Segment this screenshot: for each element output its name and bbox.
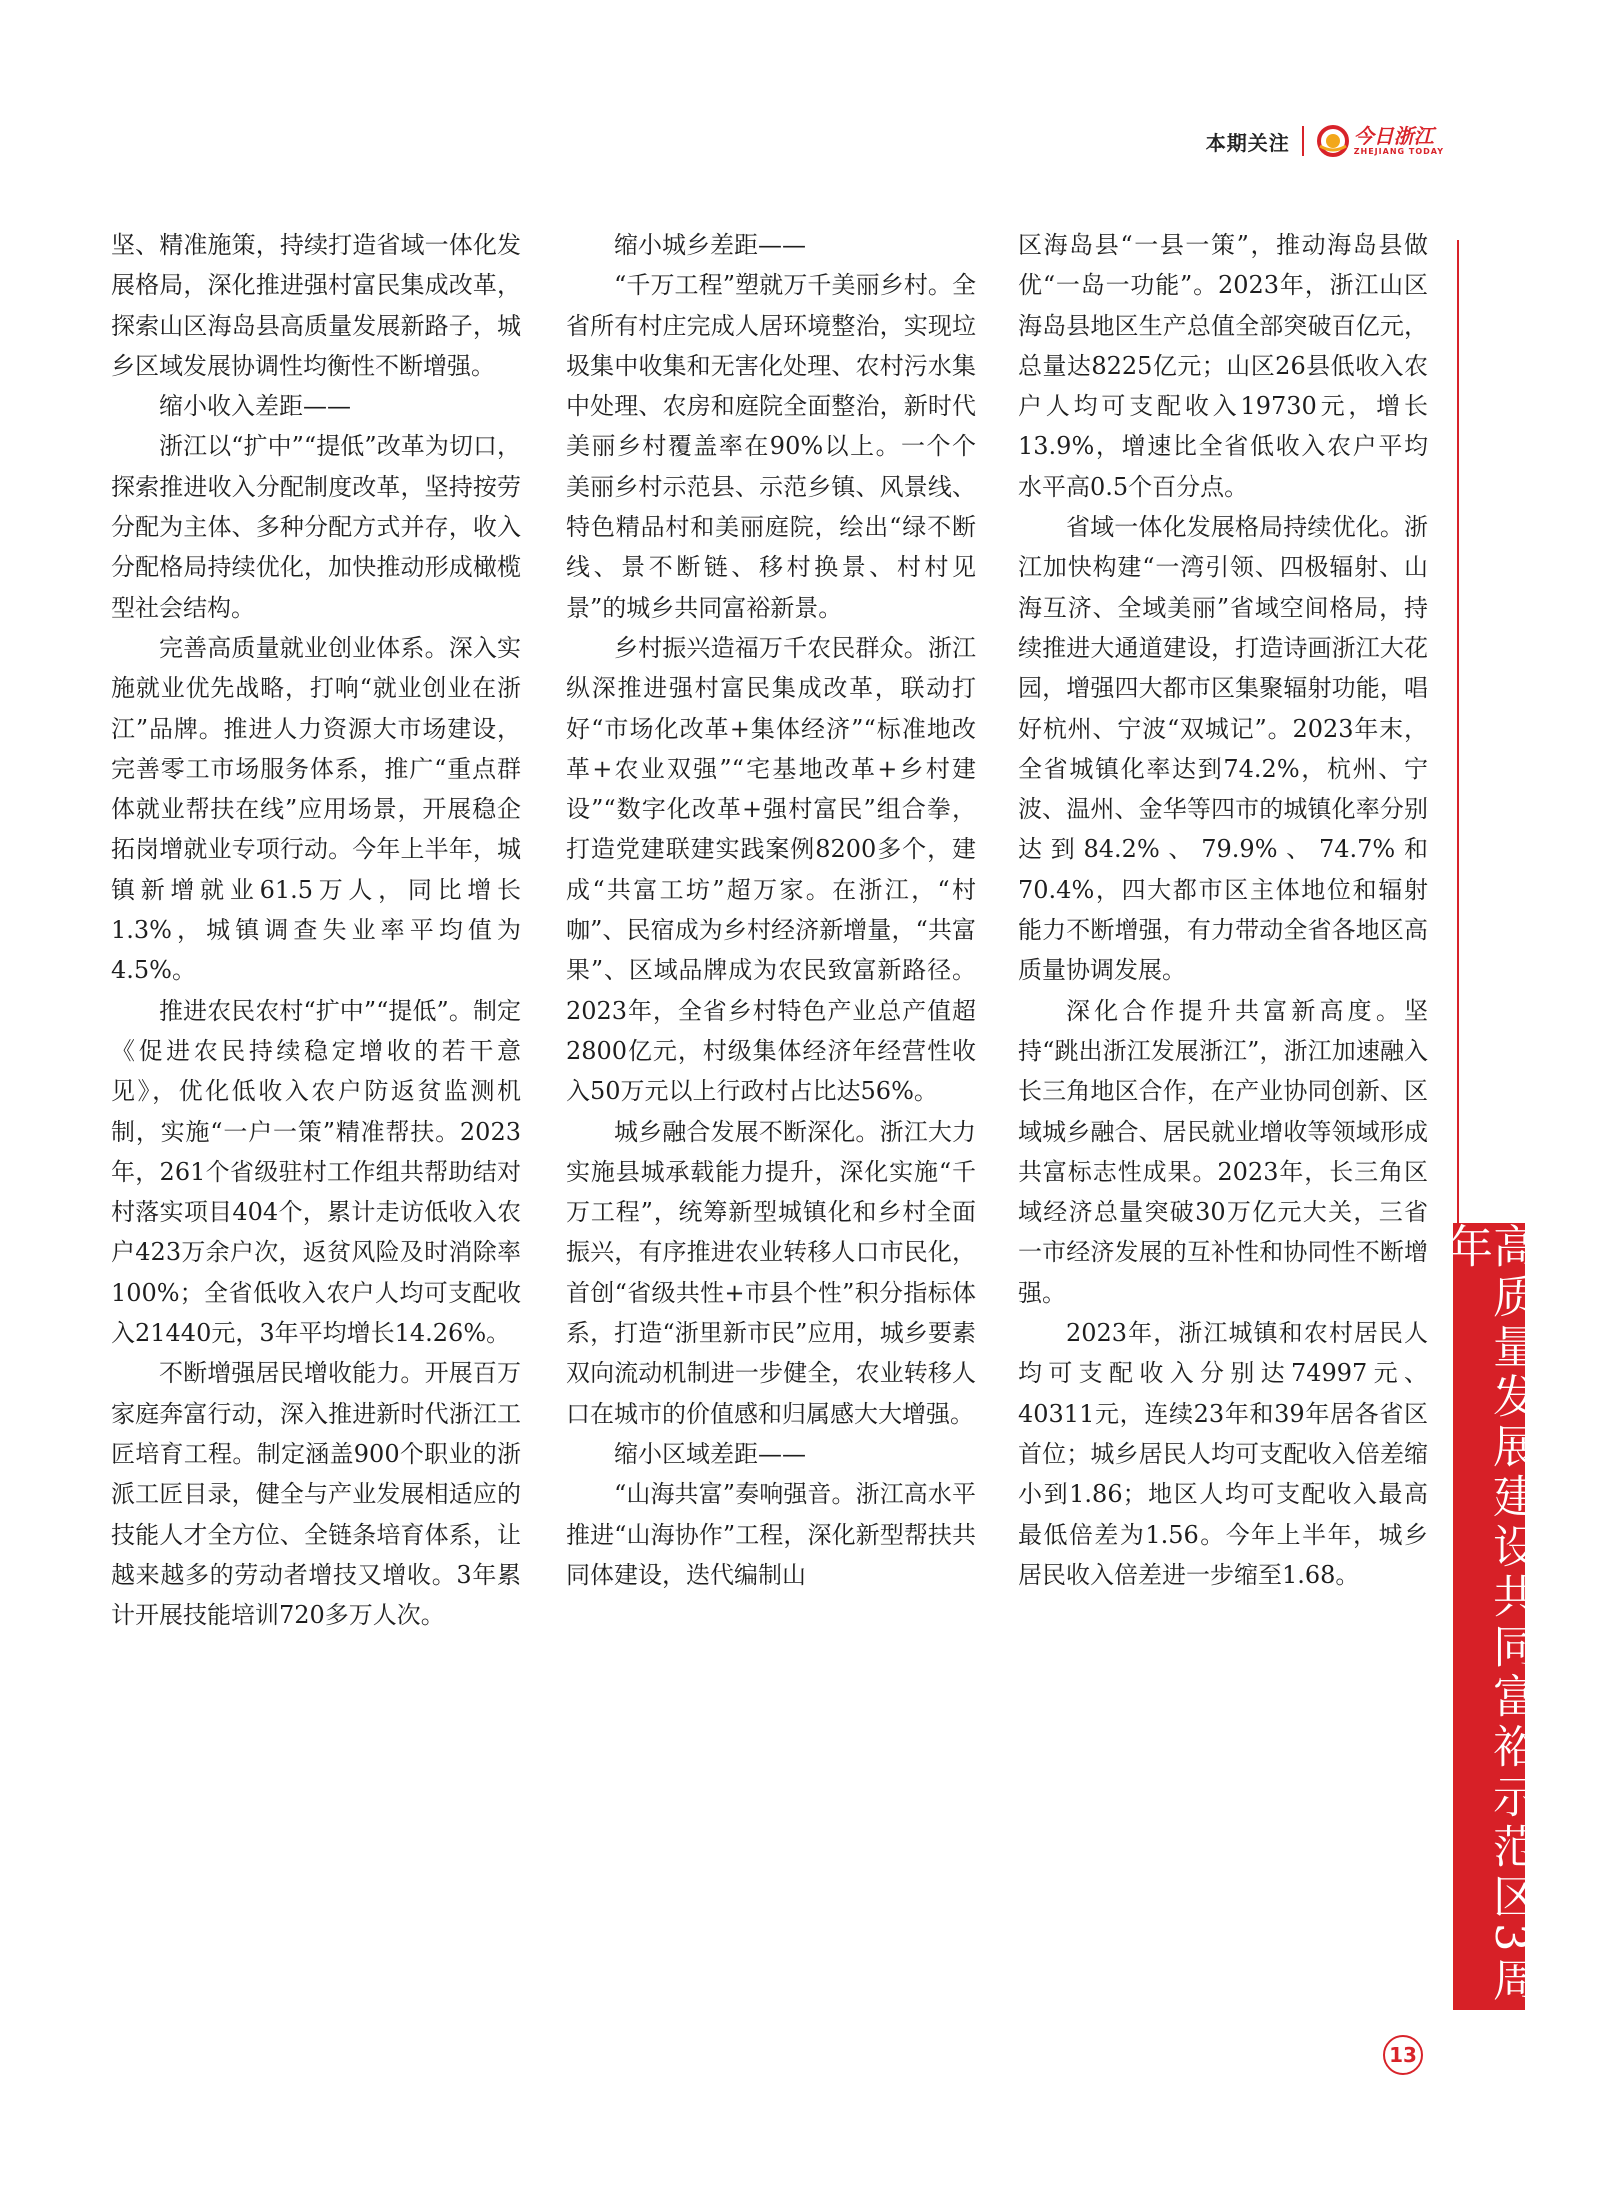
paragraph: 完善高质量就业创业体系。深入实施就业优先战略，打响“就业创业在浙江”品牌。推进人力资源大市场建设，完善零工市场服务体系，推广“重点群体就业帮扶在线”应用场景，开展稳企拓岗增就业专项行动。今年上半年，城镇新增就业61.5万人，同比增长1.3%，城镇调查失业率平均值为4.5%。 [111, 633, 521, 985]
paragraph: 区海岛县“一县一策”，推动海岛县做优“一岛一功能”。2023年，浙江山区海岛县地区生产总值全部突破百亿元，总量达8225亿元；山区26县低收入农户人均可支配收入19730元，增长13.9%，增速比全省低收入农户平均水平高0.5个百分点。 [1018, 231, 1428, 501]
article-column-2 [566, 225, 976, 1595]
paragraph: 推进农民农村“扩中”“提低”。制定《促进农民持续稳定增收的若干意见》，优化低收入农户防返贫监测机制，实施“一户一策”精准帮扶。2023年，261个省级驻村工作组共帮助结对村落实项目404个，累计走访低收入农户423万余户次，返贫风险及时消除率100%；全省低收入农户人均可支配收入21440元，3年平均增长14.26%。 [111, 996, 521, 1348]
logo-wordmark [1354, 125, 1444, 157]
paragraph: 省域一体化发展格局持续优化。浙江加快构建“一湾引领、四极辐射、山海互济、全域美丽”省域空间格局，持续推进大通道建设，打造诗画浙江大花园，增强四大都市区集聚辐射功能，唱好杭州、宁波“双城记”。2023年末，全省城镇化率达到74.2%，杭州、宁波、温州、金华等四市的城镇化率分别达到84.2%、79.9%、74.7%和70.4%，四大都市区主体地位和辐射能力不断增强，有力带动全省各地区高质量协调发展。 [1018, 513, 1428, 985]
paragraph: 坚、精准施策，持续打造省域一体化发展格局，深化推进强村富民集成改革，探索山区海岛县高质量发展新路子，城乡区域发展协调性均衡性不断增强。 [111, 231, 521, 380]
paragraph: 乡村振兴造福万千农民群众。浙江纵深推进强村富民集成改革，联动打好“市场化改革+集体经济”“标准地改革+农业双强”“宅基地改革+乡村建设”“数字化改革+强村富民”组合拳，打造党建联建实践案例8200多个，建成“共富工坊”超万家。在浙江，“村咖”、民宿成为乡村经济新增量，“共富果”、区域品牌成为农民致富新路径。2023年，全省乡村特色产业总产值超2800亿元，村级集体经济年经营性收入50万元以上行政村占比达56%。 [566, 633, 976, 1106]
article-column-1 [111, 225, 521, 1635]
sun-logo-icon [1316, 124, 1350, 158]
subheading: 缩小区域差距—— [614, 1439, 806, 1468]
paragraph: 深化合作提升共富新高度。坚持“跳出浙江发展浙江”，浙江加速融入长三角地区合作，在产业协同创新、区域城乡融合、居民就业增收等领域形成共富标志性成果。2023年，长三角区域经济总量突破30万亿元大关，三省一市经济发展的互补性和协同性不断增强。 [1018, 996, 1428, 1307]
paragraph: 城乡融合发展不断深化。浙江大力实施县城承载能力提升，深化实施“千万工程”，统筹新型城镇化和乡村全面振兴，有序推进农业转移人口市民化，首创“省级共性+市县个性”积分指标体系，打造“浙里新市民”应用，城乡要素双向流动机制进一步健全，农业转移人口在城市的价值感和归属感大大增强。 [566, 1117, 976, 1428]
paragraph: 不断增强居民增收能力。开展百万家庭奔富行动，深入推进新时代浙江工匠培育工程。制定涵盖900个职业的浙派工匠目录，健全与产业发展相适应的技能人才全方位、全链条培育体系，让越来越多的劳动者增技又增收。3年累计开展技能培训720多万人次。 [111, 1359, 521, 1630]
logo-subtext: ZHEJIANG TODAY [1353, 147, 1444, 156]
logo-text: 今日浙江 [1353, 124, 1434, 148]
subheading: 缩小收入差距—— [159, 392, 351, 421]
paragraph: 2023年，浙江城镇和农村居民人均可支配收入分别达74997元、40311元，连续23年和39年居各省区首位；城乡居民人均可支配收入倍差缩小到1.86；地区人均可支配收入最高最低倍差为1.56。今年上半年，城乡居民收入倍差进一步缩至1.68。 [1018, 1319, 1428, 1589]
subheading: 缩小城乡差距—— [614, 231, 806, 259]
side-rule [1457, 240, 1459, 1240]
page-header [1206, 118, 1444, 164]
header-divider [1302, 126, 1304, 156]
article-column-3 [1018, 225, 1428, 1595]
page-number: 13 [1383, 2035, 1423, 2075]
paragraph: 浙江以“扩中”“提低”改革为切口，探索推进收入分配制度改革，坚持按劳分配为主体、多种分配方式并存，收入分配格局持续优化，加快推动形成橄榄型社会结构。 [111, 432, 521, 622]
paragraph: “山海共富”奏响强音。浙江高水平推进“山海协作”工程，深化新型帮扶共同体建设，迭代编制山 [566, 1480, 976, 1589]
side-banner [1440, 1223, 1538, 2010]
section-label: 本期关注 [1205, 130, 1290, 155]
paragraph: “千万工程”塑就万千美丽乡村。全省所有村庄完成人居环境整治，实现垃圾集中收集和无害化处理、农村污水集中处理、农房和庭院全面整治，新时代美丽乡村覆盖率在90%以上。一个个美丽乡村示范县、示范乡镇、风景线、特色精品村和美丽庭院，绘出“绿不断线、景不断链、移村换景、村村见景”的城乡共同富裕新景。 [566, 271, 976, 622]
magazine-logo [1316, 124, 1444, 158]
banner-text: 高质量发展建设共同富裕示范区3周年 [1440, 1223, 1538, 2007]
